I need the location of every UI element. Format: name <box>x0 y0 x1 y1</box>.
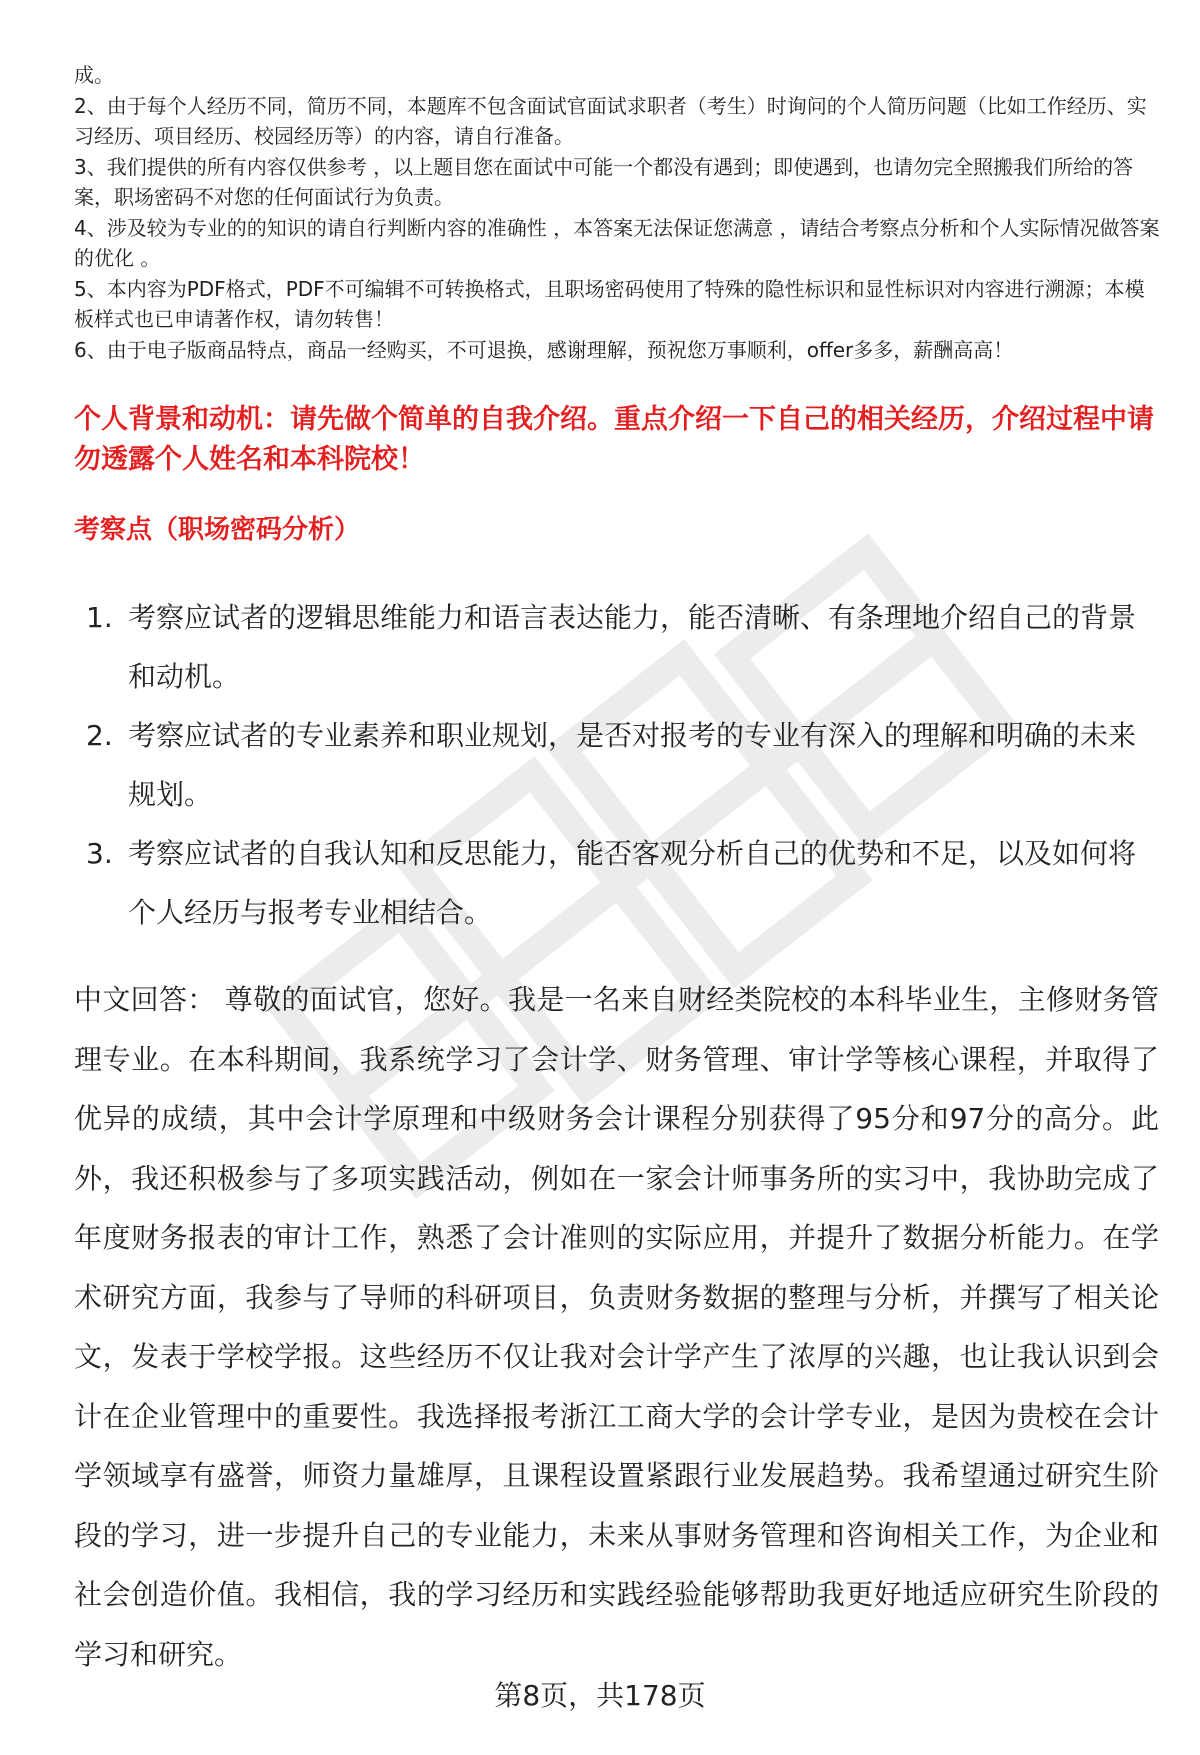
note-line: 2、由于每个人经历不同，简历不同，本题库不包含面试官面试求职者（考生）时询问的个人简历问题（比如工作经历、实习经历、项目经历、校园经历等）的内容，请自行准备。 <box>74 93 1147 148</box>
disclaimer-notes <box>74 60 1164 365</box>
note-line: 成。 <box>74 63 114 87</box>
point-text: 考察应试者的专业素养和职业规划，是否对报考的专业有深入的理解和明确的未来规划。 <box>128 719 1137 811</box>
assessment-points-title: 考察点（职场密码分析） <box>74 515 361 545</box>
note-line: 3、我们提供的所有内容仅供参考 ，以上题目您在面试中可能一个都没有遇到；即使遇到，也请勿完全照搬我们所给的答案，职场密码不对您的任何面试行为负责。 <box>74 154 1134 209</box>
point-text: 考察应试者的自我认知和反思能力，能否客观分析自己的优势和不足，以及如何将个人经历与报考专业相结合。 <box>128 837 1137 929</box>
assessment-points-list <box>74 588 1154 942</box>
point-number: 2. <box>86 719 113 752</box>
page-number-footer: 第8页，共178页 <box>494 1679 706 1712</box>
answer-paragraph: 中文回答： 尊敬的面试官，您好。我是一名来自财经类院校的本科毕业生，主修财务管理专业。在本科期间，我系统学习了会计学、财务管理、审计学等核心课程，并取得了优异的成绩，其中会计学原理和中级财务会计课程分别获得了95分和97分的高分。此外，我还积极参与了多项实践活动，例如在一家会计师事务所的实习中，我协助完成了年度财务报表的审计工作，熟悉了会计准则的实际应用，并提升了数据分析能力。在学术研究方面，我参与了导师的科研项目，负责财务数据的整理与分析，并撰写了相关论文，发表于学校学报。这些经历不仅让我对会计学产生了浓厚的兴趣，也让我认识到会计在企业管理中的重要性。我选择报考浙江工商大学的会计学专业，是因为贵校在会计学领域享有盛誉，师资力量雄厚，且课程设置紧跟行业发展趋势。我希望通过研究生阶段的学习，进一步提升自己的专业能力，未来从事财务管理和咨询相关工作，为企业和社会创造价值。我相信，我的学习经历和实践经验能够帮助我更好地适应研究生阶段的学习和研究。 <box>74 983 1159 1671</box>
note-line: 5、本内容为PDF格式，PDF不可编辑不可转换格式，且职场密码使用了特殊的隐性标识和显性标识对内容进行溯源；本模板样式也已申请著作权，请勿转售！ <box>74 276 1145 331</box>
note-line: 4、涉及较为专业的的知识的请自行判断内容的准确性 ，本答案无法保证您满意 ，请结合考察点分析和个人实际情况做答案的优化 。 <box>74 215 1160 270</box>
point-number: 1. <box>86 601 113 634</box>
assessment-point <box>74 706 1154 824</box>
note-line: 6、由于电子版商品特点，商品一经购买，不可退换，感谢理解，预祝您万事顺利，offer多多，薪酬高高！ <box>74 337 1014 362</box>
question-heading: 个人背景和动机：请先做个简单的自我介绍。重点介绍一下自己的相关经历，介绍过程中请勿透露个人姓名和本科院校！ <box>74 404 1154 475</box>
assessment-point <box>74 588 1154 706</box>
assessment-point <box>74 824 1154 942</box>
point-number: 3. <box>86 837 113 870</box>
point-text: 考察应试者的逻辑思维能力和语言表达能力，能否清晰、有条理地介绍自己的背景和动机。 <box>128 601 1137 693</box>
